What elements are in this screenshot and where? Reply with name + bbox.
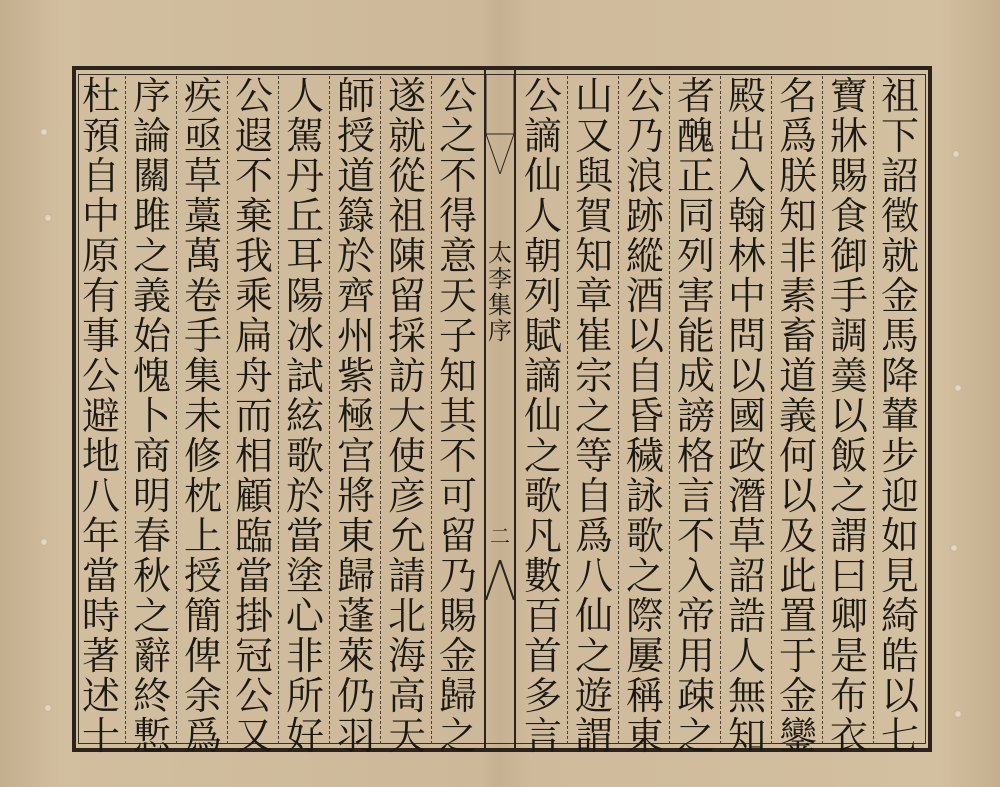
fish-tail-mark-top bbox=[486, 74, 514, 174]
fish-tail-mark-bottom bbox=[486, 560, 514, 600]
text-column: 殿出入翰林中問以國政潛草詔誥人無知 bbox=[727, 74, 766, 758]
column-rule bbox=[669, 76, 670, 744]
column-rule bbox=[278, 76, 279, 744]
stitch-hole bbox=[950, 544, 958, 552]
column-rule bbox=[720, 76, 721, 744]
text-column: 公遐不棄我乘扁舟而相顧臨當掛冠公又 bbox=[234, 74, 273, 758]
text-column: 疾亟草藁萬卷手集未修枕上授簡俾余爲 bbox=[183, 74, 222, 758]
stitch-hole bbox=[40, 128, 48, 136]
text-column: 公乃浪跡縱酒以自昏穢詠歌之際屢稱東 bbox=[625, 74, 664, 758]
stitch-hole bbox=[952, 150, 960, 158]
column-rule bbox=[380, 76, 381, 744]
column-rule bbox=[227, 76, 228, 744]
center-title: 太李集序 bbox=[488, 239, 512, 345]
text-column: 者醜正同列害能成謗格言不入帝用疎之 bbox=[676, 74, 715, 758]
column-rule bbox=[618, 76, 619, 744]
text-column: 遂就從祖陳留採訪大使彦允請北海高天 bbox=[387, 74, 426, 758]
text-column: 公之不得意天子知其不可留乃賜金歸之 bbox=[438, 74, 477, 758]
column-rule bbox=[176, 76, 177, 744]
stitch-hole bbox=[44, 704, 52, 712]
text-column: 祖下詔徵就金馬降輦步迎如見綺皓以七 bbox=[880, 74, 919, 758]
text-column: 公謫仙人朝列賦謫仙之歌凡數百首多言 bbox=[523, 74, 562, 758]
column-rule bbox=[431, 76, 432, 744]
text-column: 人駕丹丘耳陽冰試絃歌於當塗心非所好 bbox=[285, 74, 324, 758]
page-number: 二 bbox=[490, 524, 510, 548]
column-rule bbox=[329, 76, 330, 744]
stitch-hole bbox=[44, 214, 52, 222]
text-column: 杜預自中原有事公避地八年當時著述十 bbox=[81, 74, 120, 758]
stitch-hole bbox=[954, 384, 962, 392]
text-column: 序論關雎之義始愧卜商明春秋之辭終慙 bbox=[132, 74, 171, 758]
text-column: 山又與賀知章崔宗之等自爲八仙之遊謂 bbox=[574, 74, 613, 758]
text-column: 寶牀賜食御手調羮以飯之謂曰卿是布衣 bbox=[829, 74, 868, 758]
column-rule bbox=[125, 76, 126, 744]
stitch-hole bbox=[40, 538, 48, 546]
column-rule bbox=[873, 76, 874, 744]
text-column: 名爲朕知非素畜道義何以及此置于金鑾 bbox=[778, 74, 817, 758]
stitch-hole bbox=[954, 710, 962, 718]
column-rule bbox=[822, 76, 823, 744]
text-column: 師授道籙於齊州紫極宫將東歸蓬萊仍羽 bbox=[336, 74, 375, 758]
column-rule bbox=[771, 76, 772, 744]
column-rule bbox=[567, 76, 568, 744]
